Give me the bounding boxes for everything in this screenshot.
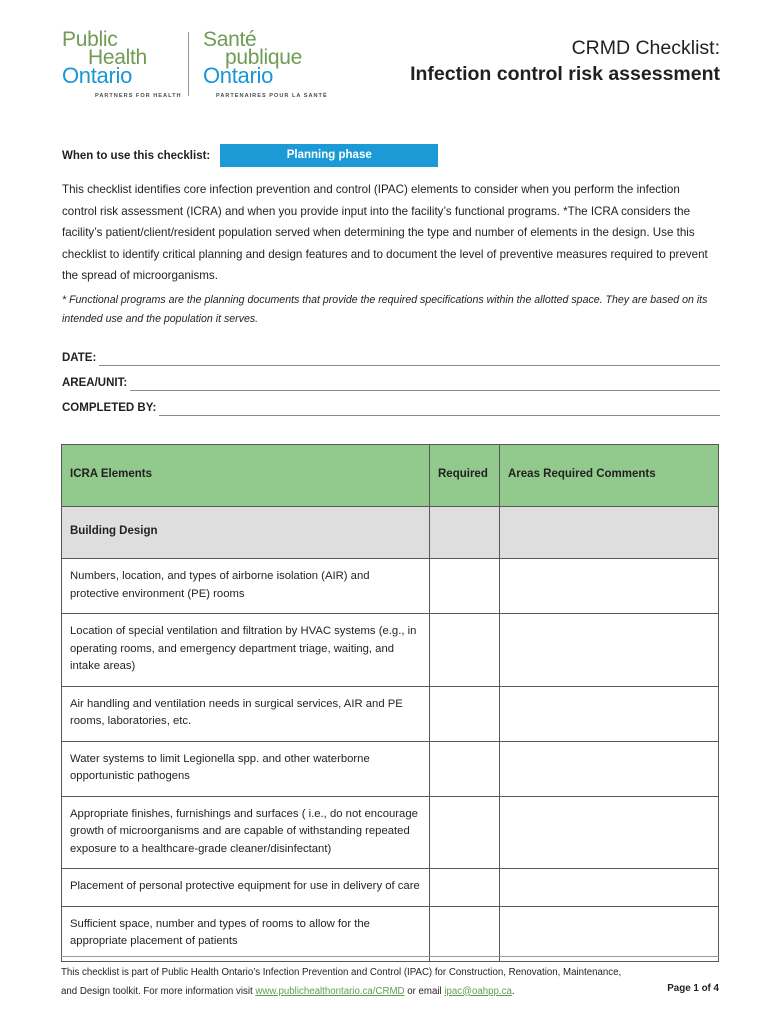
logo-en-line2: Health xyxy=(88,46,147,70)
footer-text-part2: or email xyxy=(404,985,445,997)
cell-icra-element: Water systems to limit Legionella spp. and other waterborne opportunistic pathogens xyxy=(62,741,430,796)
cell-areas-required-comments[interactable] xyxy=(500,796,719,869)
field-completed-by-input[interactable] xyxy=(159,414,720,416)
logo-french xyxy=(189,30,343,99)
icra-checklist-table xyxy=(61,444,719,962)
table-row xyxy=(62,614,719,687)
logo-en-line3: Ontario xyxy=(62,63,133,89)
planning-phase-badge: Planning phase xyxy=(220,144,438,167)
footer-text xyxy=(61,964,631,1001)
footer-text-part1: This checklist is part of Public Health Ontario’s Infection Prevention and Control (IPAC) for Construction, Renovation, Maintenance, and Design toolkit. For more information visit xyxy=(61,967,622,997)
logo-en-tagline: PARTNERS FOR HEALTH xyxy=(95,93,182,100)
logo-english xyxy=(62,30,188,99)
footer-text-part3: . xyxy=(511,985,515,997)
field-completed-by xyxy=(62,391,720,416)
table-body xyxy=(62,507,719,962)
cell-icra-element: Placement of personal protective equipment for use in delivery of care xyxy=(62,869,430,907)
cell-areas-required-comments[interactable] xyxy=(500,507,719,559)
cell-areas-required-comments[interactable] xyxy=(500,686,719,741)
cell-required[interactable] xyxy=(430,507,500,559)
when-to-use-label: When to use this checklist: xyxy=(62,149,211,162)
footer-website-link[interactable]: www.publichealthontario.ca/CRMD xyxy=(255,985,405,997)
intro-footnote: * Functional programs are the planning documents that provide the required specifications within the allotted space. They are based on its intended use and the population it serves. xyxy=(62,294,708,326)
page-title-line1: CRMD Checklist: xyxy=(571,37,720,59)
cell-areas-required-comments[interactable] xyxy=(500,559,719,614)
logo-en-line1: Public xyxy=(62,28,118,51)
logo-fr-tagline: PARTENAIRES POUR LA SANTÉ xyxy=(216,93,328,100)
cell-icra-element: Air handling and ventilation needs in surgical services, AIR and PE rooms, laboratories, etc. xyxy=(62,686,430,741)
page-title xyxy=(410,36,720,87)
column-header-icra-elements: ICRA Elements xyxy=(62,445,430,507)
cell-areas-required-comments[interactable] xyxy=(500,869,719,907)
field-area-unit-label: AREA/UNIT: xyxy=(62,376,128,389)
form-fields xyxy=(62,341,720,416)
table-row xyxy=(62,906,719,961)
table-header-row xyxy=(62,445,719,507)
table-row xyxy=(62,559,719,614)
field-area-unit xyxy=(62,366,720,391)
cell-required[interactable] xyxy=(430,796,500,869)
cell-areas-required-comments[interactable] xyxy=(500,741,719,796)
cell-icra-element: Building Design xyxy=(62,507,430,559)
page-footer xyxy=(61,964,719,1001)
cell-required[interactable] xyxy=(430,559,500,614)
logo-fr-line3: Ontario xyxy=(203,63,274,89)
footer-divider xyxy=(61,956,719,957)
field-date xyxy=(62,341,720,366)
column-header-required: Required xyxy=(430,445,500,507)
cell-required[interactable] xyxy=(430,741,500,796)
table-row xyxy=(62,796,719,869)
cell-icra-element: Location of special ventilation and filtration by HVAC systems (e.g., in operating rooms, and emergency department triage, waiting, and intake areas) xyxy=(62,614,430,687)
column-header-areas-required-comments: Areas Required Comments xyxy=(500,445,719,507)
cell-areas-required-comments[interactable] xyxy=(500,614,719,687)
intro-paragraph: This checklist identifies core infection prevention and control (IPAC) elements to consider when you perform the infection control risk assessment (ICRA) and when you provide input into the facility’s functional programs. *The ICRA considers the facility’s patient/client/resident population served when determining the type and number of elements in the design. Use this checklist to identify critical planning and design features and to document the level of preventive measures required to prevent the spread of microorganisms. xyxy=(62,183,708,283)
cell-required[interactable] xyxy=(430,614,500,687)
cell-required[interactable] xyxy=(430,869,500,907)
footer-email-link[interactable]: ipac@oahpp.ca xyxy=(444,985,512,997)
when-to-use-row xyxy=(62,144,438,167)
page-title-line2: Infection control risk assessment xyxy=(410,63,720,86)
cell-areas-required-comments[interactable] xyxy=(500,906,719,961)
field-area-unit-input[interactable] xyxy=(130,389,720,391)
field-date-label: DATE: xyxy=(62,351,97,364)
cell-icra-element: Numbers, location, and types of airborne isolation (AIR) and protective environment (PE) rooms xyxy=(62,559,430,614)
cell-required[interactable] xyxy=(430,906,500,961)
field-date-input[interactable] xyxy=(99,364,720,366)
cell-icra-element: Appropriate finishes, furnishings and surfaces ( i.e., do not encourage growth of microorganisms and are capable of withstanding repeated exposure to a healthcare-grade cleaner/disinfectant) xyxy=(62,796,430,869)
logo-fr-line2: publique xyxy=(225,46,303,70)
table-row xyxy=(62,869,719,907)
table-row xyxy=(62,741,719,796)
public-health-ontario-logo xyxy=(62,30,343,99)
table-header xyxy=(62,445,719,507)
table-row xyxy=(62,686,719,741)
cell-required[interactable] xyxy=(430,686,500,741)
field-completed-by-label: COMPLETED BY: xyxy=(62,401,157,414)
logo-fr-line1: Santé xyxy=(203,28,257,51)
cell-icra-element: Sufficient space, number and types of rooms to allow for the appropriate placement of patients xyxy=(62,906,430,961)
page-header xyxy=(0,0,770,118)
table-section-row xyxy=(62,507,719,559)
page-number: Page 1 of 4 xyxy=(667,983,719,994)
